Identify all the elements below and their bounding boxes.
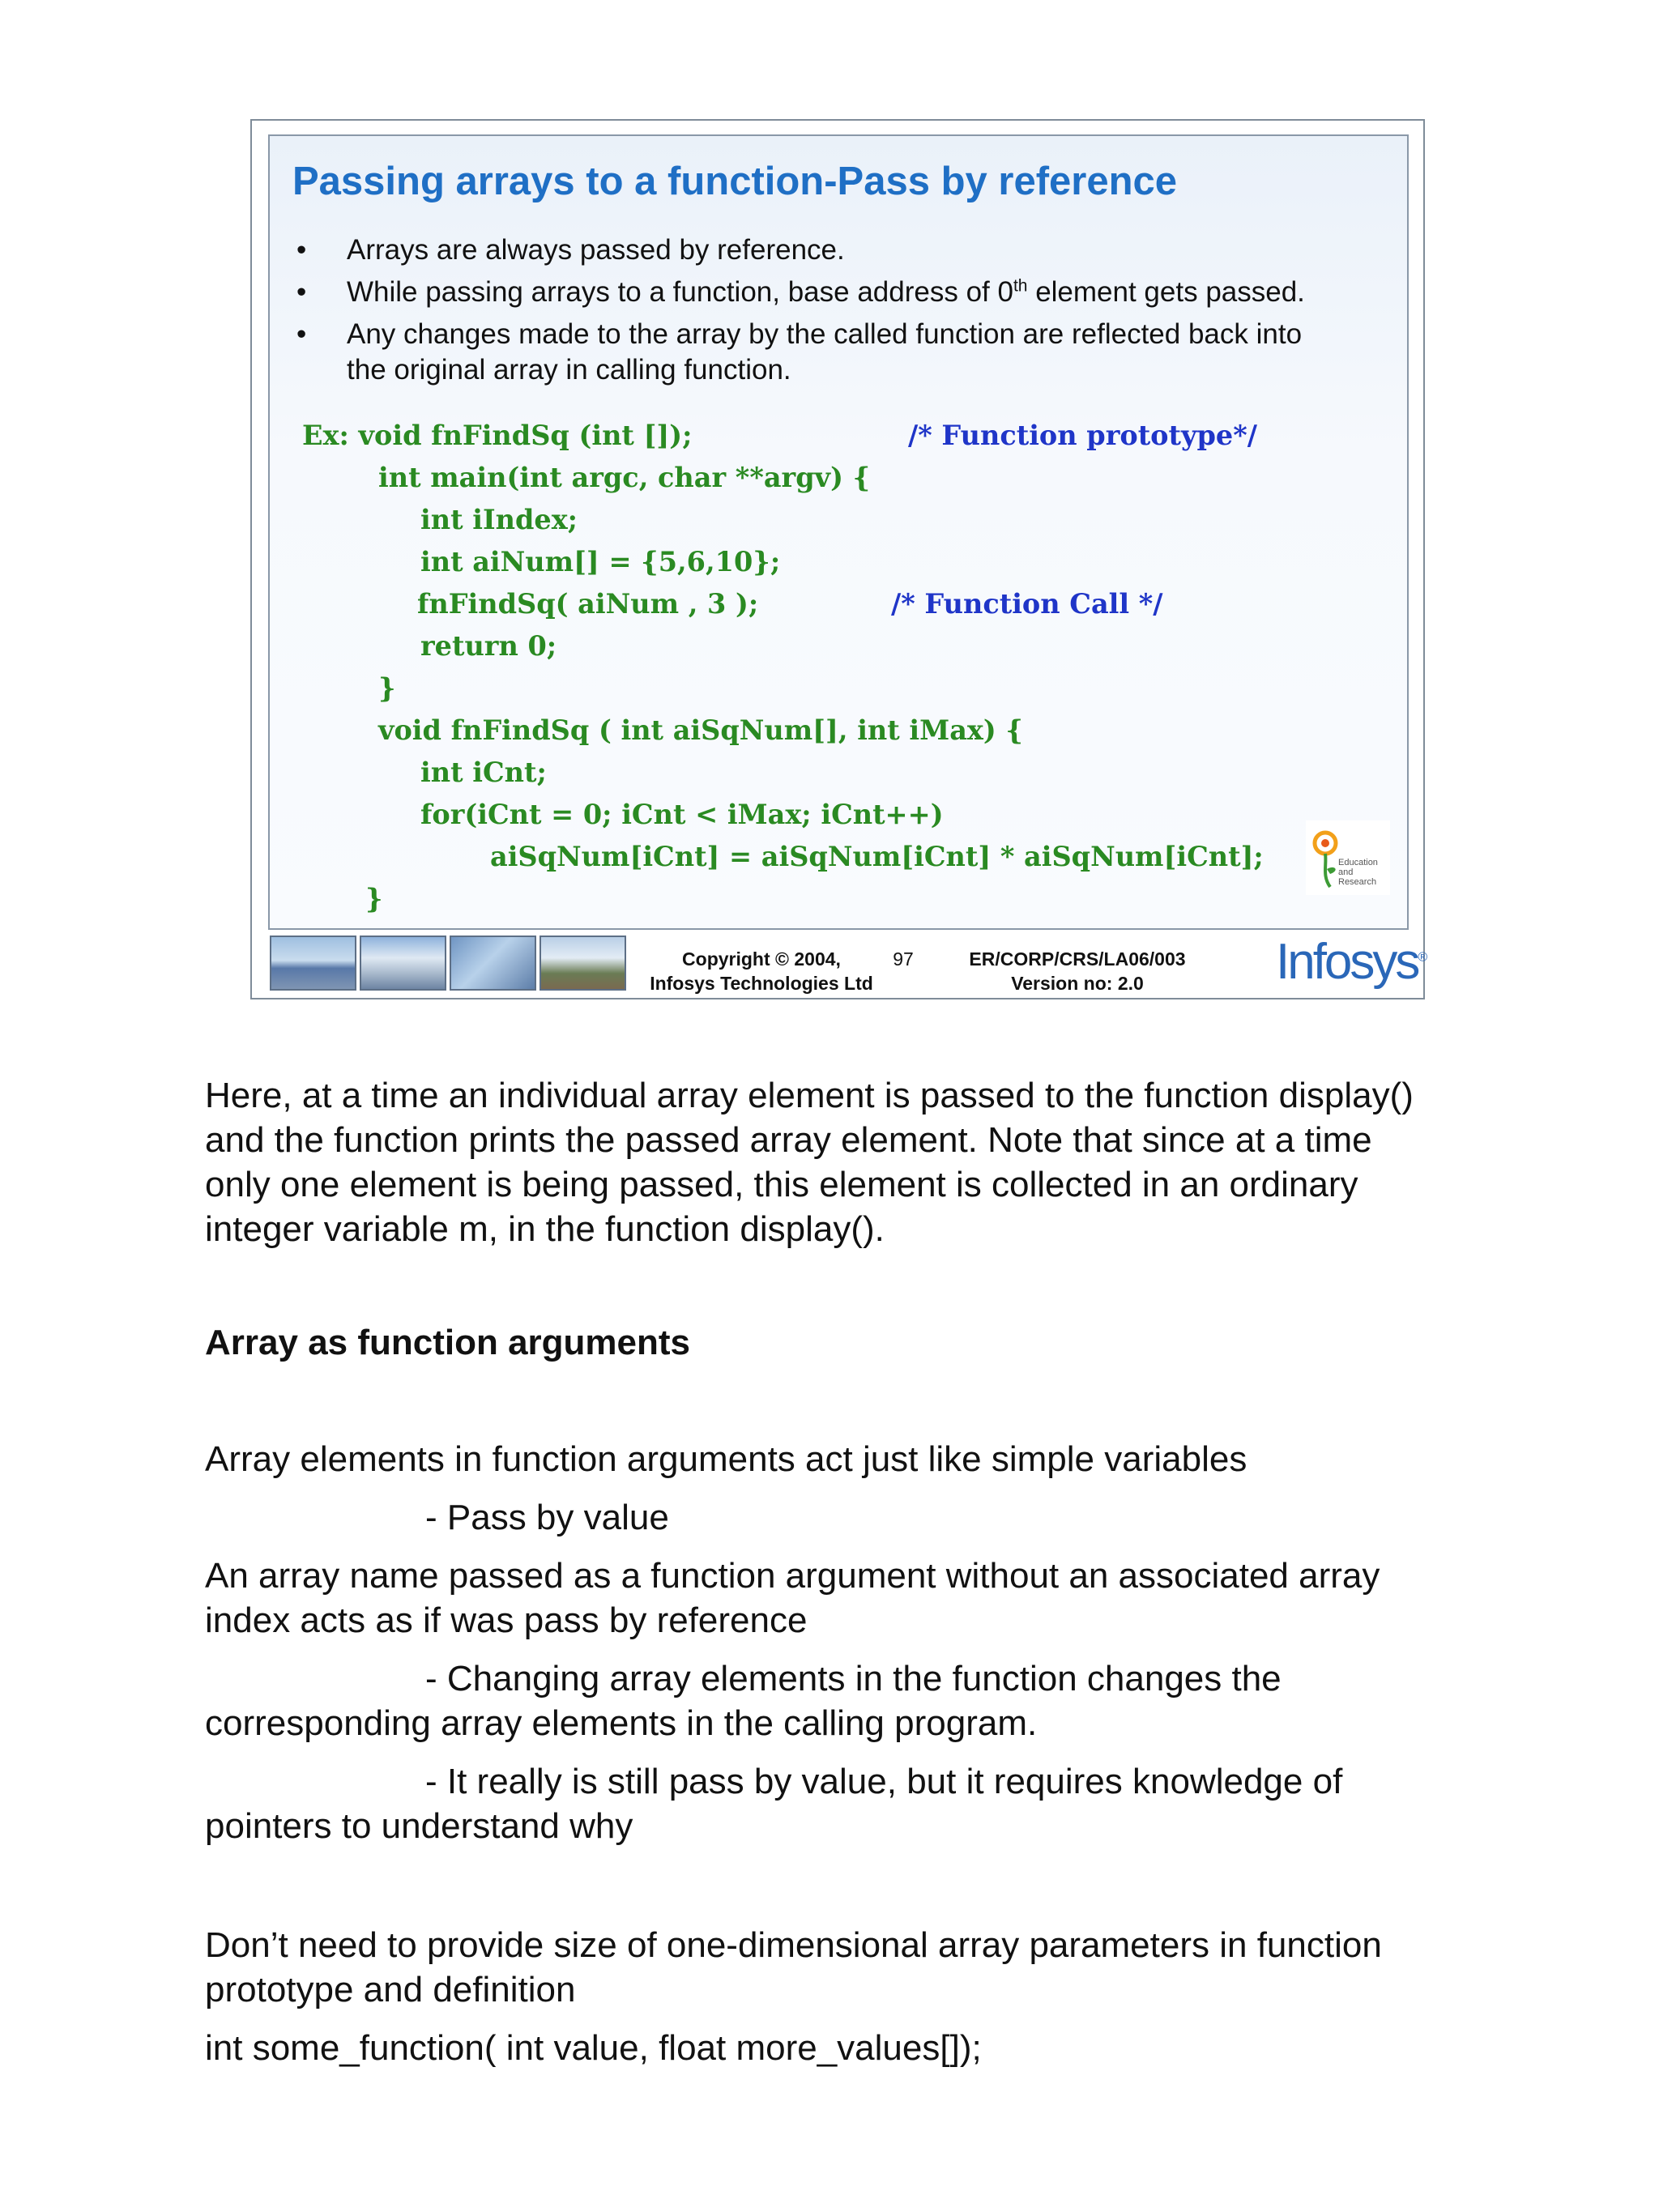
paragraph-line: prototype and definition [205,1970,576,2010]
svg-text:Education: Education [1338,858,1378,867]
explanation-paragraph [205,1073,1469,1251]
code-line [420,625,557,667]
paragraph-line: pointers to understand why [205,1806,633,1846]
code-line [378,710,1023,752]
body-line [205,1656,1469,1745]
body-line: Array elements in function arguments act just like simple variables [205,1439,1247,1479]
body-line [205,1923,1469,2012]
registered-mark: ® [1418,950,1428,965]
footer-version: Version no: 2.0 [1011,973,1144,994]
bullet-item [296,317,1382,388]
code-text: } [378,672,396,704]
bullet-glyph: • [296,276,307,308]
footer-doc-id: ER/CORP/CRS/LA06/003 [969,948,1186,970]
logo-wordmark: Infosys [1276,934,1418,990]
section-heading: Array as function arguments [205,1323,691,1362]
code-text: int iIndex; [420,504,578,535]
code-line [420,499,578,541]
footer-copyright: Copyright © 2004, [682,948,841,970]
code-text: void fnFindSq ( int aiSqNum[], int iMax) { [378,714,1023,746]
paragraph-line: integer variable m, in the function display(). [205,1209,885,1249]
code-text: return 0; [420,630,557,662]
footer-company: Infosys Technologies Ltd [650,973,873,994]
campus-photo [539,936,626,991]
body-line-indented: - Pass by value [425,1498,669,1537]
body-line [205,1554,1469,1643]
code-line [417,583,1163,625]
slide-bullet-list [296,232,1382,394]
svg-text:and: and [1338,867,1354,877]
paragraph-line: index acts as if was pass by reference [205,1600,808,1640]
code-text: fnFindSq( aiNum , 3 ); [417,588,759,620]
ordinal-superscript: th [1013,276,1028,296]
bullet-item [296,275,1382,310]
bullet-item [296,232,1382,268]
bullet-text: Any changes made to the array by the called function are reflected back into [347,318,1303,350]
code-text: int main(int argc, char **argv) { [378,462,871,493]
bullet-text-continued: the original array in calling function. [347,354,791,386]
campus-photo [360,936,446,991]
campus-photo [450,936,536,991]
paragraph-line: Here, at a time an individual array element is passed to the function display() [205,1076,1414,1115]
education-research-badge [1306,820,1390,895]
infosys-logo [1276,933,1427,991]
svg-text:Research: Research [1338,877,1377,887]
bullet-glyph: • [296,318,307,350]
code-line [378,457,870,499]
code-comment: /* Function Call */ [891,588,1163,620]
campus-photo [270,936,356,991]
code-line [365,878,383,920]
code-line [420,794,944,836]
code-text: Ex: void fnFindSq (int []); [302,420,693,451]
code-line [378,667,396,710]
code-signature-line: int some_function( int value, float more_values[]); [205,2028,982,2068]
code-text: aiSqNum[iCnt] = aiSqNum[iCnt] * aiSqNum[iCnt]; [490,841,1264,872]
paragraph-line: and the function prints the passed array element. Note that since at a time [205,1120,1372,1160]
code-text: } [365,883,383,914]
bullet-glyph: • [296,234,307,266]
code-text: int aiNum[] = {5,6,10}; [420,546,781,578]
paragraph-line: An array name passed as a function argument without an associated array [205,1556,1380,1596]
code-line [420,752,547,794]
bullet-text: Arrays are always passed by reference. [347,234,845,266]
code-line [302,415,1257,457]
slide-title: Passing arrays to a function-Pass by reference [292,160,1178,203]
body-line [205,1759,1469,1848]
code-comment: /* Function prototype*/ [908,420,1257,451]
bullet-text-tail: element gets passed. [1027,276,1305,308]
flower-logo-icon [1306,820,1390,895]
bullet-text: While passing arrays to a function, base address of 0 [347,276,1013,308]
code-line [490,836,1264,878]
code-text: int iCnt; [420,757,547,788]
footer-page-number: 97 [893,948,914,970]
paragraph-line: - Changing array elements in the function changes the [425,1659,1282,1698]
code-line [420,541,780,583]
paragraph-line: Don’t need to provide size of one-dimensional array parameters in function [205,1925,1382,1965]
paragraph-line: corresponding array elements in the calling program. [205,1703,1038,1743]
paragraph-line: - It really is still pass by value, but it requires knowledge of [425,1762,1343,1801]
paragraph-line: only one element is being passed, this element is collected in an ordinary [205,1165,1358,1204]
code-text: for(iCnt = 0; iCnt < iMax; iCnt++) [420,799,944,830]
